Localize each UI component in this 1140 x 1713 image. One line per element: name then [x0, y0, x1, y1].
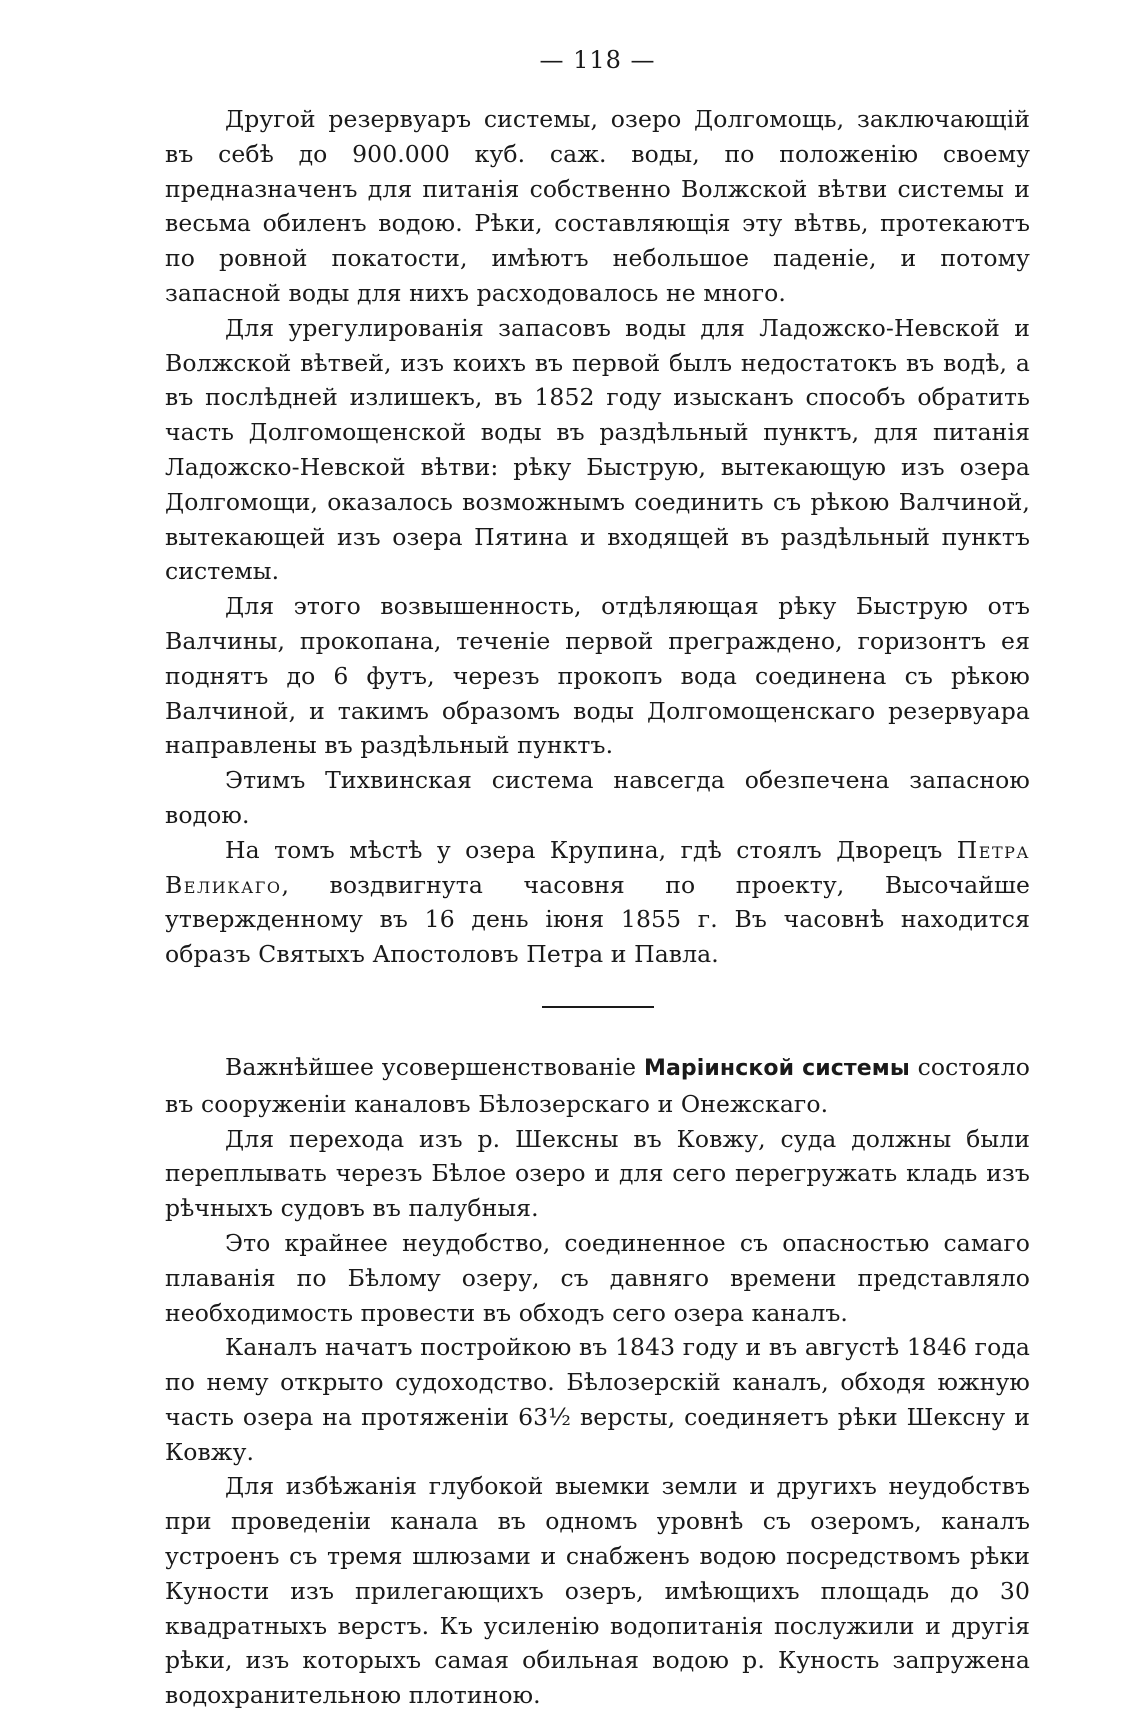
- emphasis-peter-the-great: Петра Великаго: [165, 835, 1030, 899]
- paragraph: Для этого возвышенность, отдѣляющая рѣку Быструю отъ Валчины, прокопана, теченіе первой преграждено, горизонтъ ея поднятъ до 6 футъ, черезъ прокопъ вода соединена съ рѣкою Валчиной, и такимъ образомъ воды Долгомощенскаго резервуара направлены въ раздѣльный пунктъ.: [165, 592, 1030, 760]
- page-number: — 118 —: [539, 46, 656, 74]
- text-run: На томъ мѣстѣ у озера Крупина, гдѣ стоялъ Дворецъ: [225, 835, 957, 864]
- paragraph: Это крайнее неудобство, соединенное съ опасностью самаго плаванія по Бѣлому озеру, съ давняго времени представляло необходимость провести въ обходъ сего озера каналъ.: [165, 1228, 1030, 1327]
- section-tikhvin: [165, 102, 1030, 972]
- paragraph-intro: [165, 1050, 1030, 1122]
- text-run: , воздвигнута часовня по проекту, Высочайше утвержденному въ 16 день іюня 1855 г. Въ часовнѣ находится образъ Святыхъ Апостоловъ Петра и Павла.: [165, 870, 1030, 969]
- emphasis-mariinsky-system: Маріинской системы: [643, 1055, 910, 1081]
- text-run: Важнѣйшее усовершенствованіе: [225, 1052, 644, 1081]
- section-separator: [542, 1006, 654, 1008]
- text-run: состояло въ сооруженіи каналовъ Бѣлозерскаго и Онежскаго.: [165, 1052, 1030, 1118]
- paragraph: Для урегулированія запасовъ воды для Ладожско-Невской и Волжской вѣтвей, изъ коихъ въ первой былъ недостатокъ въ водѣ, а въ послѣдней излишекъ, въ 1852 году изысканъ способъ обратить часть Долгомощенской воды въ раздѣльный пунктъ, для питанія Ладожско-Невской вѣтви: рѣку Быструю, вытекающую изъ озера Долгомощи, оказалось возможнымъ соединить съ рѣкою Валчиной, вытекающей изъ озера Пятина и входящей въ раздѣльный пунктъ системы.: [165, 313, 1030, 586]
- paragraph-chapel: [165, 833, 1030, 972]
- paragraph: Этимъ Тихвинская система навсегда обезпечена запасною водою.: [165, 766, 1030, 829]
- section-mariinsky: [165, 1050, 1030, 1713]
- paragraph: Для избѣжанія глубокой выемки земли и другихъ неудобствъ при проведеніи канала въ одномъ уровнѣ съ озеромъ, каналъ устроенъ съ тремя шлюзами и снабженъ водою посредствомъ рѣки Куности изъ прилегающихъ озеръ, имѣющихъ площадь до 30 квадратныхъ верстъ. Къ усиленію водопитанія послужили и другія рѣки, изъ которыхъ самая обильная водою р. Куность запружена водохранительною плотиною.: [165, 1472, 1030, 1710]
- paragraph: Каналъ начатъ постройкою въ 1843 году и въ августѣ 1846 года по нему открыто судоходство. Бѣлозерскій каналъ, обходя южную часть озера на протяженіи 63½ версты, соединяетъ рѣки Шексну и Ковжу.: [165, 1333, 1030, 1466]
- document-page: [165, 40, 1030, 1713]
- paragraph: Другой резервуаръ системы, озеро Долгомощь, заключающій въ себѣ до 900.000 куб. саж. воды, по положенію своему предназначенъ для питанія собственно Волжской вѣтви системы и весьма обиленъ водою. Рѣки, составляющія эту вѣтвь, протекаютъ по ровной покатости, имѣютъ небольшое паденіе, и потому запасной воды для нихъ расходовалось не много.: [165, 105, 1030, 307]
- paragraph: Для перехода изъ р. Шексны въ Ковжу, суда должны были переплывать черезъ Бѣлое озеро и для сего перегружать кладь изъ рѣчныхъ судовъ въ палубныя.: [165, 1124, 1030, 1223]
